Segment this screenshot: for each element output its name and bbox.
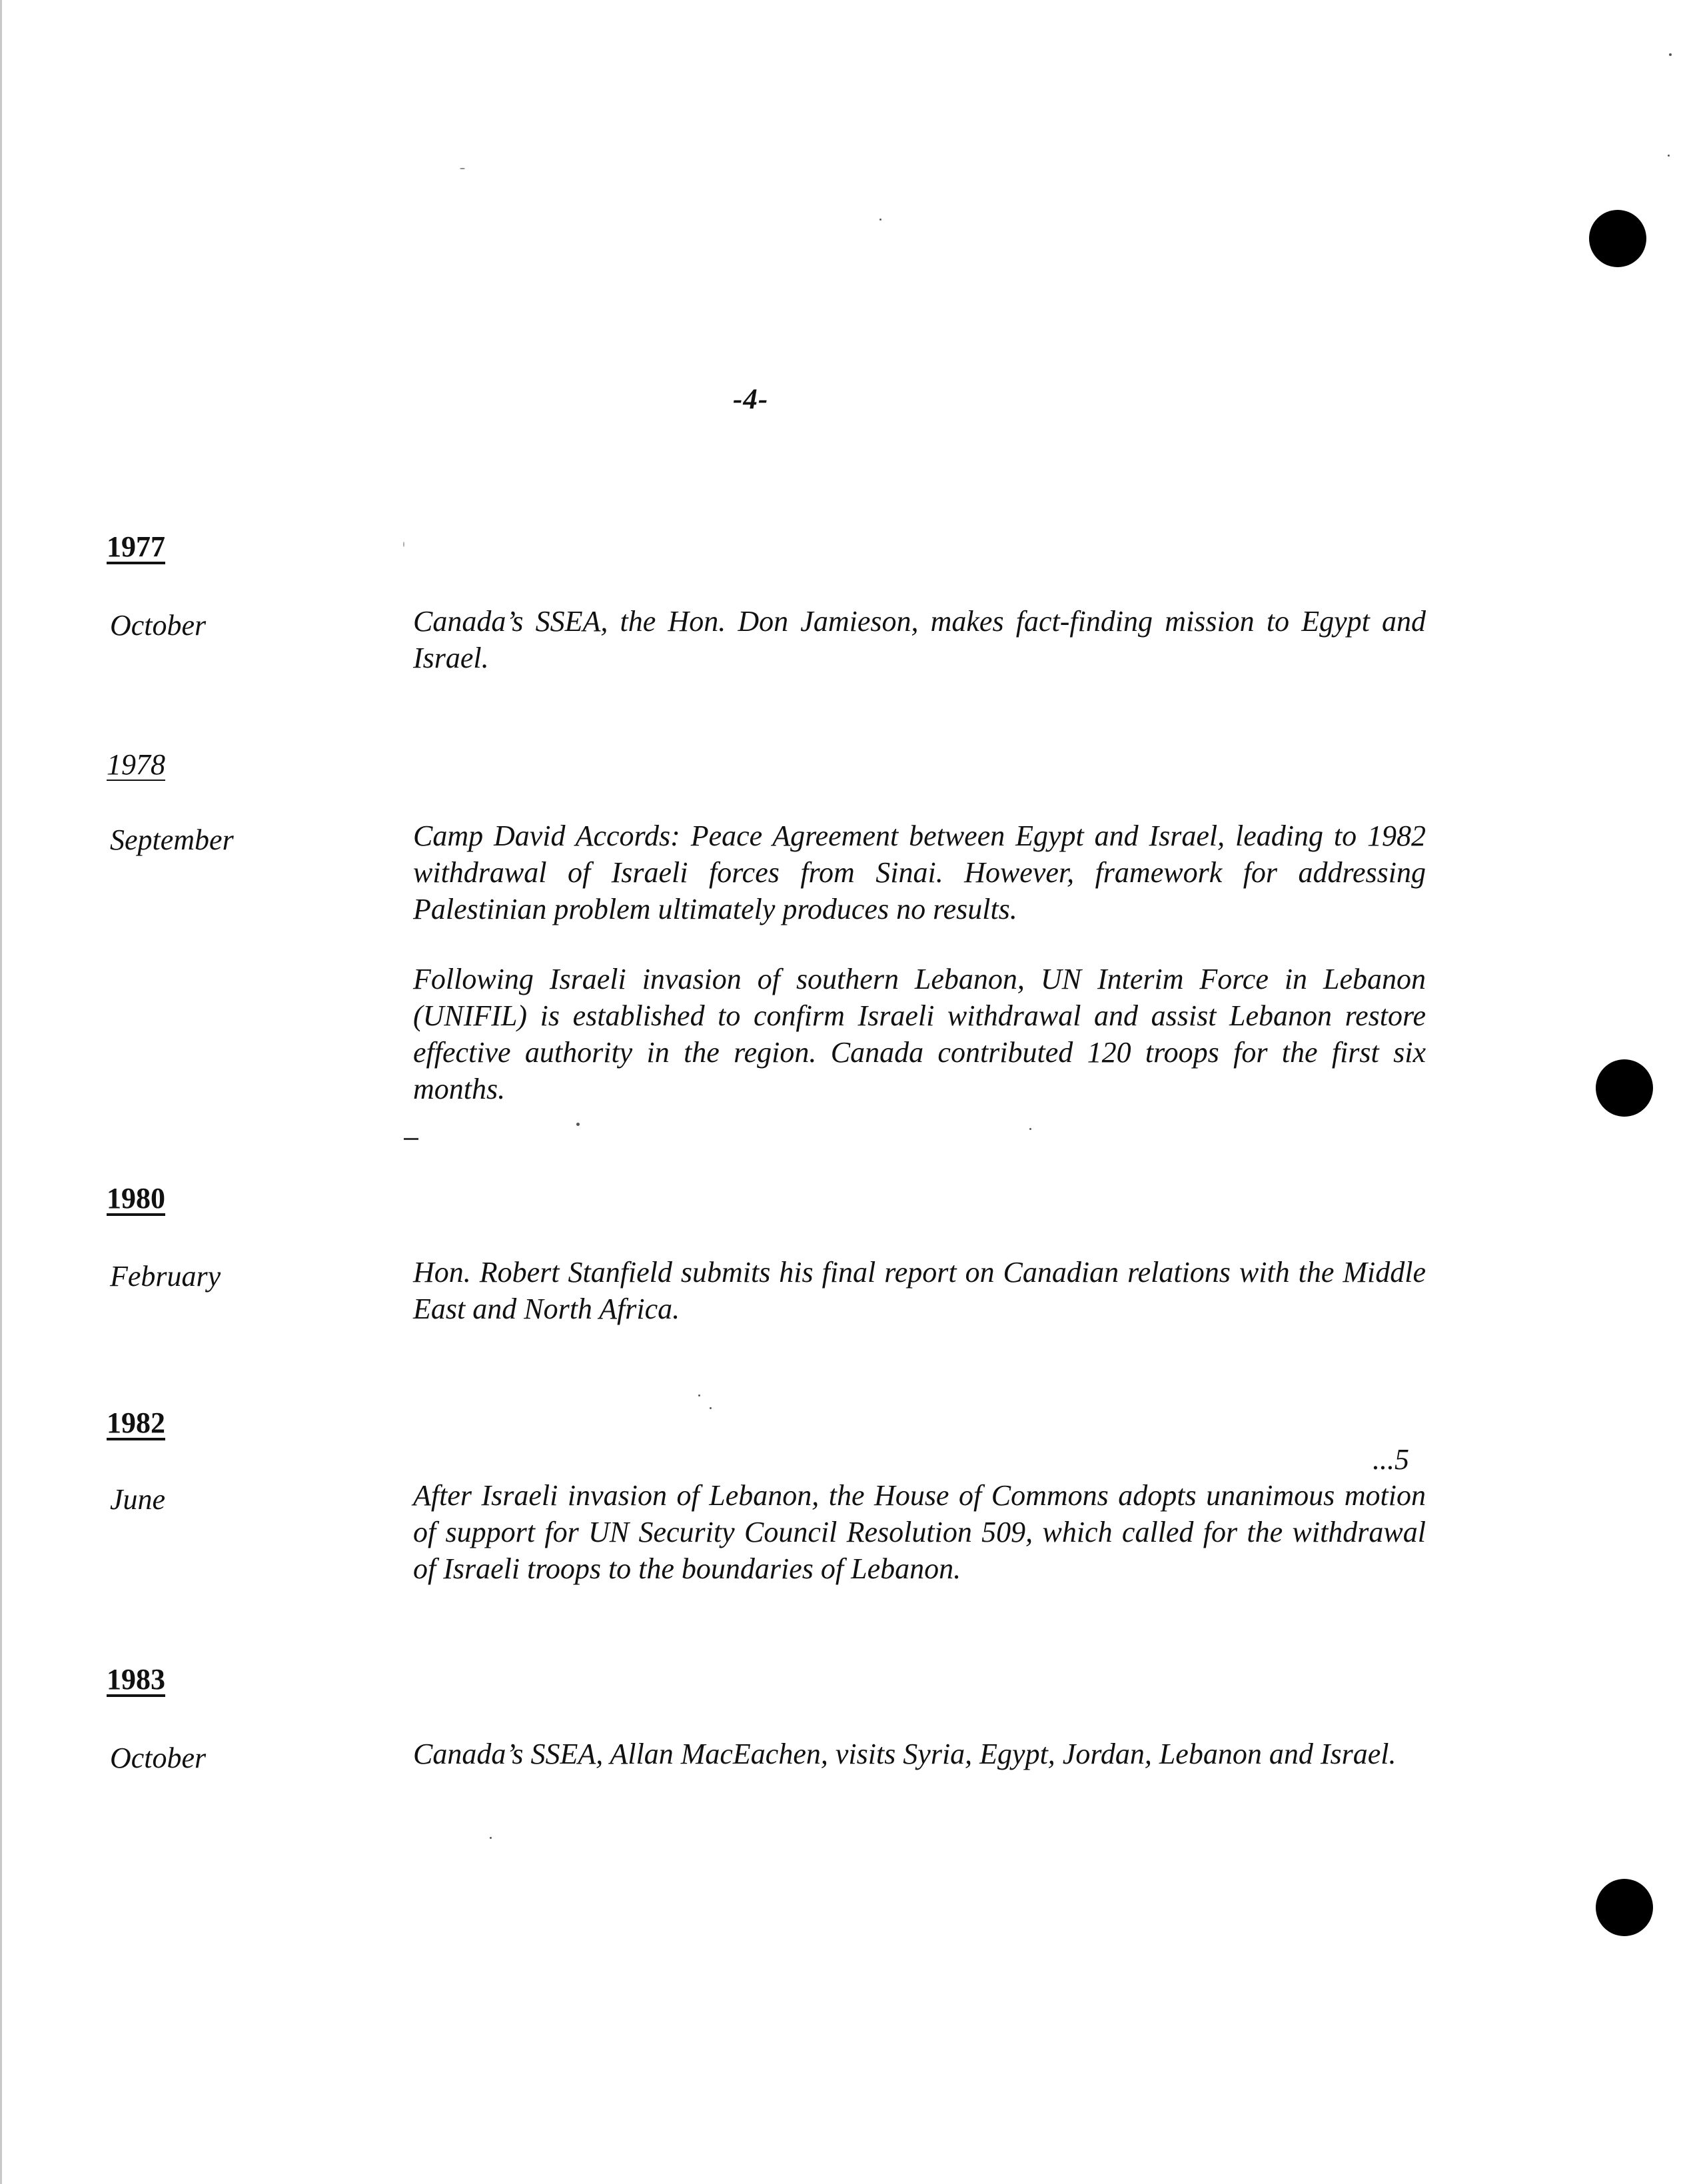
entry-text: Canada’s SSEA, the Hon. Don Jamieson, makes fact-finding mission to Egypt and Israel. [413, 605, 1426, 674]
month-label: February [110, 1260, 221, 1293]
entry-text-continued: Following Israeli invasion of southern Lebanon, UN Interim Force in Lebanon (UNIFIL) is established to confirm Israeli withdrawal and assist Lebanon restore effective authority in the region. Canada contributed 120 troops for the first six months. [413, 963, 1426, 1105]
year-heading-1980: 1980 [107, 1182, 165, 1215]
entry-text: Camp David Accords: Peace Agreement between Egypt and Israel, leading to 1982 withdrawal of Israeli forces from Sinai. However, framework for addressing Palestinian problem ultimately produces no results. [413, 819, 1426, 925]
continuation-marker: ...5 [1373, 1443, 1409, 1476]
scan-speck [879, 219, 881, 221]
month-label: October [110, 1742, 207, 1774]
scan-speck [1029, 1128, 1031, 1130]
entry-text: Canada’s SSEA, Allan MacEachen, visits Syria, Egypt, Jordan, Lebanon and Israel. [413, 1738, 1397, 1770]
scan-speck [460, 168, 465, 169]
punch-hole-bottom [1596, 1879, 1653, 1936]
month-label: September [110, 823, 234, 856]
scan-speck [1669, 53, 1672, 56]
year-heading-1982: 1982 [107, 1406, 165, 1439]
punch-hole-middle [1596, 1059, 1653, 1117]
year-heading-1977: 1977 [107, 530, 165, 563]
stray-mark [404, 1138, 418, 1140]
scan-speck [1668, 155, 1670, 157]
punch-hole-top [1589, 210, 1646, 267]
year-heading-1978: 1978 [107, 748, 165, 781]
scan-speck [576, 1123, 580, 1126]
month-label: October [110, 609, 207, 642]
scan-speck [403, 542, 404, 547]
scan-speck [490, 1837, 492, 1839]
scan-speck [698, 1394, 700, 1396]
page-number: -4- [733, 384, 769, 415]
page-edge [0, 0, 2, 2184]
scan-speck [710, 1407, 712, 1409]
entry-text: After Israeli invasion of Lebanon, the House of Commons adopts unanimous motion of support for UN Security Council Resolution 509, which called for the withdrawal of Israeli troops to the boundaries of Lebanon. [413, 1479, 1426, 1585]
year-heading-1983: 1983 [107, 1663, 165, 1696]
entry-text: Hon. Robert Stanfield submits his final report on Canadian relations with the Middle East and North Africa. [413, 1256, 1426, 1325]
month-label: June [110, 1483, 166, 1516]
